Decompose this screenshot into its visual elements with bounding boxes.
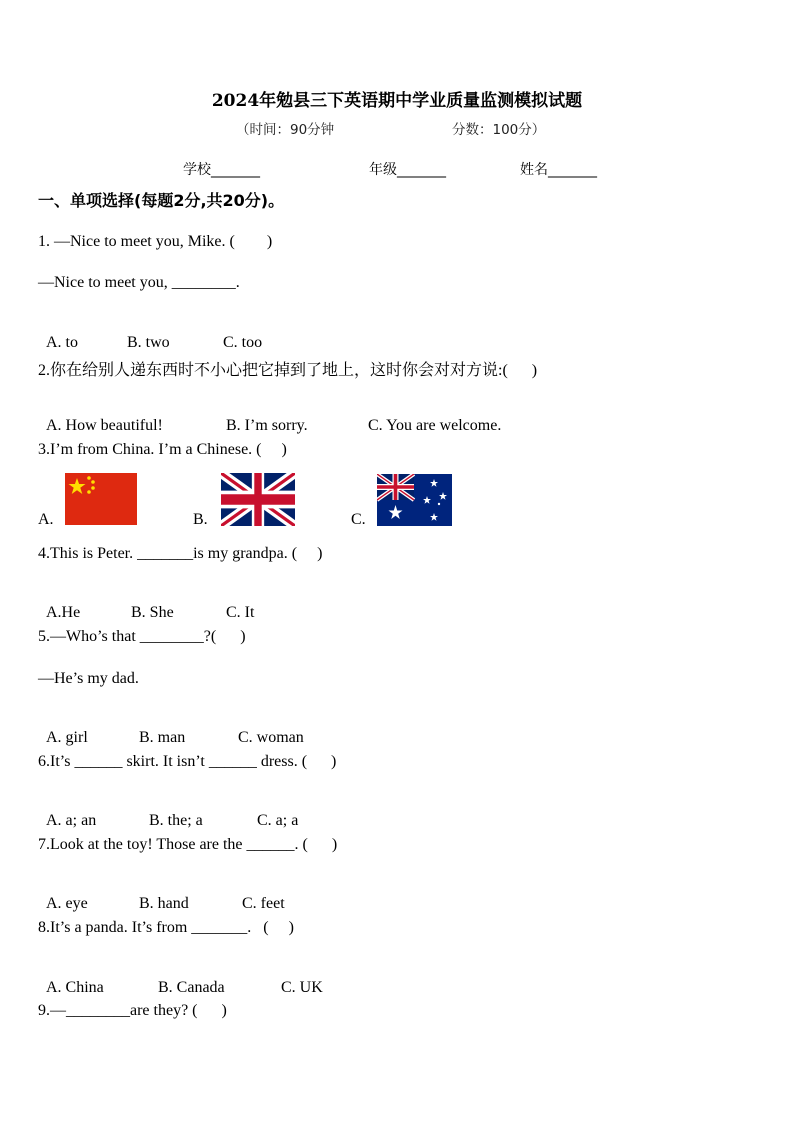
question-7-options: [38, 877, 285, 913]
question-1-options: [38, 316, 262, 352]
question-5-stem: 5.—Who’s that ________?( ): [38, 628, 246, 645]
option-a[interactable]: A. to: [46, 334, 78, 351]
option-a[interactable]: A. girl: [46, 729, 88, 746]
option-a[interactable]: A. How beautiful!: [46, 417, 163, 434]
question-2-stem: 2.你在给别人递东西时不小心把它掉到了地上，这时你会对对方说:( ): [38, 362, 538, 379]
option-b[interactable]: B. She: [131, 604, 174, 621]
exam-score: 分数：100分）: [452, 122, 546, 138]
option-b-label[interactable]: B.: [193, 511, 208, 528]
option-a[interactable]: A. a; an: [46, 812, 97, 829]
option-c-label[interactable]: C.: [351, 511, 366, 528]
option-a[interactable]: A.He: [46, 604, 81, 621]
option-b[interactable]: B. man: [139, 729, 186, 746]
question-3-stem: 3.I’m from China. I’m a Chinese. ( ): [38, 441, 287, 458]
option-b[interactable]: B. I’m sorry.: [226, 417, 308, 434]
option-c[interactable]: C. a; a: [257, 812, 299, 829]
question-8-options: [38, 961, 323, 997]
question-5-options: [38, 711, 304, 747]
china-flag-icon[interactable]: [65, 473, 137, 525]
option-c[interactable]: C. It: [226, 604, 255, 621]
question-6-options: [38, 794, 298, 830]
page-title: 2024年勉县三下英语期中学业质量监测模拟试题: [211, 91, 583, 111]
option-b[interactable]: B. two: [127, 334, 170, 351]
name-field[interactable]: 姓名_______: [520, 162, 597, 178]
option-c[interactable]: C. too: [223, 334, 263, 351]
question-4-options: [38, 586, 254, 622]
uk-flag-icon[interactable]: [221, 473, 295, 526]
option-c[interactable]: C. woman: [238, 729, 304, 746]
option-c[interactable]: C. You are welcome.: [368, 417, 502, 434]
option-b[interactable]: B. the; a: [149, 812, 203, 829]
question-1-stem: 1. —Nice to meet you, Mike. ( ): [38, 233, 273, 250]
question-8-stem: 8.It’s a panda. It’s from _______. ( ): [38, 919, 294, 936]
question-7-stem: 7.Look at the toy! Those are the ______. ( ): [38, 836, 338, 853]
option-a[interactable]: A. eye: [46, 895, 88, 912]
option-a[interactable]: A. China: [46, 979, 104, 996]
option-c[interactable]: C. feet: [242, 895, 285, 912]
section-heading: 一、单项选择(每题2分,共20分)。: [38, 191, 285, 210]
australia-flag-icon[interactable]: [377, 474, 452, 526]
option-a-label[interactable]: A.: [38, 511, 54, 528]
option-b[interactable]: B. hand: [139, 895, 189, 912]
option-b[interactable]: B. Canada: [158, 979, 225, 996]
option-c[interactable]: C. UK: [281, 979, 323, 996]
question-2-options: [38, 399, 501, 435]
question-6-stem: 6.It’s ______ skirt. It isn’t ______ dress. ( ): [38, 753, 337, 770]
grade-field[interactable]: 年级_______: [369, 162, 446, 178]
question-1-stem2: —Nice to meet you, ________.: [38, 274, 240, 291]
question-5-stem2: —He’s my dad.: [38, 670, 139, 687]
question-9-stem: 9.—________are they? ( ): [38, 1002, 227, 1019]
question-4-stem: 4.This is Peter. _______is my grandpa. ( ): [38, 545, 323, 562]
school-field[interactable]: 学校_______: [183, 162, 260, 178]
exam-time: （时间：90分钟: [236, 122, 335, 138]
